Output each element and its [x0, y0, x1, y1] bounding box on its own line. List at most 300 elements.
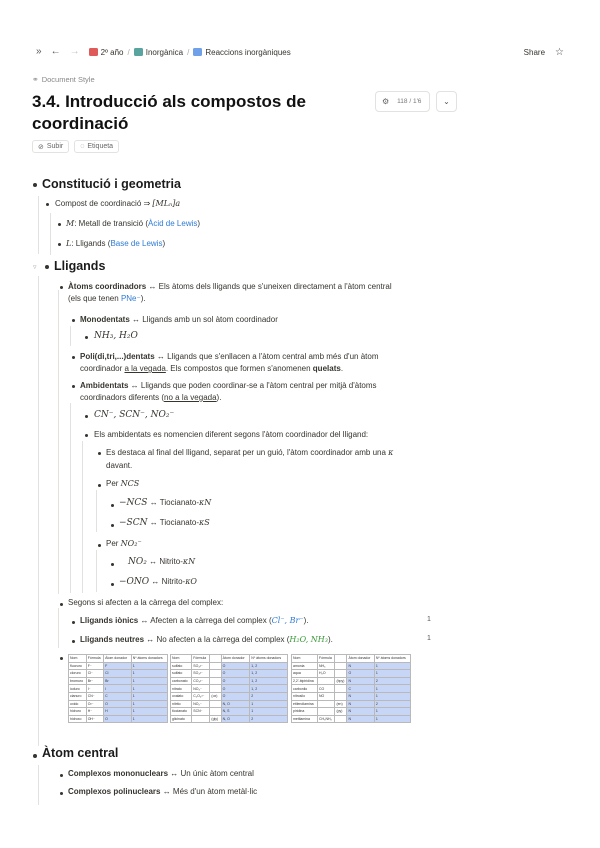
text: (els que tenen	[68, 294, 121, 303]
document-style-text: Document Style	[41, 75, 95, 84]
table-cell: metilamina	[292, 715, 318, 723]
math-formula[interactable]: NH₃, H₂O	[94, 331, 138, 341]
table-cell: (gly)	[210, 715, 221, 723]
list-item[interactable]	[80, 351, 378, 363]
underlined-text: no a la vegada	[164, 393, 217, 402]
text: ↔ Els àtoms dels lligands que s'uneixen directament a l'àtom central	[146, 282, 392, 291]
sidebar-toggle-icon[interactable]: »	[36, 46, 42, 57]
table-cell: 1	[131, 715, 167, 723]
math-formula: M	[66, 219, 75, 228]
table-cell: nitrato	[171, 685, 192, 693]
star-icon[interactable]: ☆	[555, 46, 564, 58]
text: : Metall de transició (	[74, 219, 149, 228]
text: ↔ Afecten a la càrrega del complex (	[138, 616, 272, 625]
table-cell: Àtom donador	[221, 655, 250, 663]
counter-value: 118 / 1'6	[397, 98, 422, 105]
table-cell: Nom	[292, 655, 318, 663]
back-arrow-icon[interactable]: ←	[50, 46, 61, 57]
comment-count[interactable]: 1	[427, 635, 431, 642]
table-cell: N	[347, 692, 374, 700]
breadcrumb-separator: /	[127, 47, 130, 57]
breadcrumb-item-reaccions[interactable]: Reaccions inorgàniques	[205, 47, 291, 57]
bullet	[111, 563, 114, 566]
flask-icon	[134, 48, 143, 56]
math-formula: κO	[185, 577, 197, 586]
table-cell: O	[347, 670, 374, 678]
text: ).	[216, 393, 222, 402]
list-item[interactable]	[128, 556, 195, 568]
tag-etiqueta[interactable]	[74, 140, 119, 153]
page-link[interactable]: PNe⁻	[120, 294, 141, 303]
table-cell: 2	[250, 692, 288, 700]
table-cell: 1	[131, 677, 167, 685]
table-cell: F⁻	[86, 662, 103, 670]
math-formula: NO₂	[128, 557, 147, 567]
breadcrumb	[89, 48, 291, 57]
page-tags	[32, 140, 124, 153]
bold-text: Ambidentats	[80, 381, 129, 390]
table-cell: 1	[374, 708, 410, 716]
table-cell: 1	[131, 685, 167, 693]
table-cell: glicinato	[171, 715, 192, 723]
heading-lligands[interactable]: Lligands	[54, 259, 106, 273]
tag-label: Subir	[46, 143, 64, 150]
breadcrumb-item-inorganica[interactable]: Inorgànica	[145, 47, 184, 57]
table-cell: I⁻	[86, 685, 103, 693]
table-cell: 2	[374, 700, 410, 708]
underlined-text: a la vegada	[124, 364, 166, 373]
table-cell: Fórmula	[86, 655, 103, 663]
table-row	[292, 662, 411, 670]
table-cell: Cl	[104, 670, 132, 678]
text: ).	[327, 635, 333, 644]
bold-text: Poli(di,tri,...)dentats	[80, 352, 155, 361]
list-item[interactable]	[106, 538, 142, 550]
text: )	[197, 219, 201, 228]
bullet	[98, 484, 101, 487]
table-cell: 1	[131, 670, 167, 678]
table-cell: Br	[104, 677, 132, 685]
comment-count[interactable]: 1	[427, 616, 431, 623]
table-cell: 2,2'-bipiridina	[292, 677, 318, 685]
table-row	[69, 692, 168, 700]
chevron-down-button[interactable]	[436, 91, 457, 112]
breadcrumb-separator: /	[187, 47, 190, 57]
table-cell: hidruro	[69, 708, 87, 716]
table-cell: sulfato	[171, 670, 192, 678]
math-formula: κ	[388, 448, 394, 457]
list-item-continued: davant.	[106, 461, 133, 470]
text: coordinadors diferents (	[80, 393, 165, 402]
table-row	[292, 670, 411, 678]
text: ↔ Lligands que s'enllacen a l'àtom central amb més d'un àtom	[154, 352, 379, 361]
table-cell	[192, 715, 210, 723]
table-cell: 2	[374, 677, 410, 685]
table-cell: NO₂⁻	[192, 700, 210, 708]
table-cell: N	[347, 662, 374, 670]
list-item[interactable]	[80, 615, 308, 627]
table-row	[171, 700, 288, 708]
table-cell: CN⁻	[86, 692, 103, 700]
table-cell: (bpy)	[335, 677, 347, 685]
text: coordinador	[80, 364, 125, 373]
table-cell: O	[221, 692, 250, 700]
bullet	[72, 385, 75, 388]
table-cell: Àtom donador	[104, 655, 132, 663]
table-cell	[335, 662, 347, 670]
table-cell	[210, 700, 221, 708]
table-cell: tiocianato	[171, 708, 192, 716]
table-cell: 1	[250, 708, 288, 716]
table-cell: 1	[131, 662, 167, 670]
list-item[interactable]	[80, 380, 377, 392]
table-row	[292, 700, 411, 708]
table-cell: 1	[374, 670, 410, 678]
table-row	[171, 662, 288, 670]
table-cell: 1	[131, 708, 167, 716]
table-row	[69, 715, 168, 723]
ligand-table-1[interactable]	[68, 654, 168, 723]
text: ↔ Nitrito-	[146, 557, 183, 566]
table-cell: amonia	[292, 662, 318, 670]
list-item[interactable]	[106, 478, 139, 490]
table-cell: Fórmula	[318, 655, 335, 663]
text: ↔ Lligands que poden coordinar-se a l'àtom central per mitjà d'àtoms	[128, 381, 377, 390]
math-formula: NCS	[120, 479, 140, 488]
text: Per	[106, 479, 121, 488]
table-header-row	[69, 655, 168, 663]
table-cell	[318, 677, 335, 685]
folder-blue-icon	[193, 48, 202, 56]
table-cell	[335, 715, 347, 723]
table-cell	[210, 662, 221, 670]
math-formula: κN	[182, 557, 196, 566]
text: ).	[140, 294, 146, 303]
text: ↔ Nitrito-	[149, 577, 186, 586]
table-cell: 1, 2	[250, 677, 288, 685]
table-cell: OH⁻	[86, 715, 103, 723]
table-cell: 1	[374, 692, 410, 700]
list-item[interactable]	[119, 517, 210, 529]
table-cell: CH₃NH₂	[318, 715, 335, 723]
bullet	[111, 524, 114, 527]
bullet	[33, 183, 37, 187]
outline-guide	[58, 290, 59, 594]
text: )	[162, 239, 166, 248]
table-cell: SO₄²⁻	[192, 670, 210, 678]
table-cell: O	[104, 715, 132, 723]
bold-text: Lligands iònics	[80, 616, 139, 625]
table-cell: cloruro	[69, 670, 87, 678]
table-row	[171, 715, 288, 723]
folder-red-icon	[89, 48, 98, 56]
outline-guide	[70, 326, 71, 346]
text: ↔ No afecten a la càrrega del complex (	[144, 635, 290, 644]
table-cell	[335, 685, 347, 693]
bullet	[85, 336, 88, 339]
table-cell: Br⁻	[86, 677, 103, 685]
table-row	[292, 685, 411, 693]
table-row	[69, 662, 168, 670]
list-item[interactable]: Els ambidentats es nomencien diferent segons l'àtom coordinador del lligand:	[94, 430, 369, 439]
ligand-table-3[interactable]	[291, 654, 411, 723]
table-cell	[335, 655, 347, 663]
table-cell: ioduro	[69, 685, 87, 693]
table-cell: 1, 2	[250, 662, 288, 670]
table-cell: N	[347, 708, 374, 716]
table-cell: Nº àtoms donadors	[131, 655, 167, 663]
table-row	[292, 677, 411, 685]
collapse-toggle-icon[interactable]: ▿	[33, 264, 37, 271]
table-cell: H₂O	[318, 670, 335, 678]
list-item[interactable]	[66, 238, 165, 250]
bullet	[111, 504, 114, 507]
table-cell: O²⁻	[86, 700, 103, 708]
table-header-row	[292, 655, 411, 663]
list-item[interactable]	[68, 768, 254, 780]
table-cell: O	[221, 662, 250, 670]
math-formula: −SCN	[119, 518, 148, 528]
table-cell: 1	[374, 685, 410, 693]
heading-atom-central[interactable]: Àtom central	[42, 746, 119, 760]
list-item[interactable]	[68, 281, 392, 293]
bold-text: Àtoms coordinadors	[68, 282, 147, 291]
page-link[interactable]: Base de Lewis	[110, 239, 163, 248]
bullet	[46, 203, 49, 206]
table-cell: oxido	[69, 700, 87, 708]
table-row	[69, 700, 168, 708]
table-cell	[210, 677, 221, 685]
table-cell: Fórmula	[192, 655, 210, 663]
table-cell: C₂O₄²⁻	[192, 692, 210, 700]
table-row	[171, 692, 288, 700]
table-cell	[210, 685, 221, 693]
table-cell: Nom	[171, 655, 192, 663]
list-item[interactable]	[119, 576, 197, 588]
text: .	[340, 364, 344, 373]
bullet	[72, 640, 75, 643]
table-cell: SCN⁻	[192, 708, 210, 716]
list-item[interactable]	[119, 497, 211, 509]
upload-icon: ⊘	[38, 143, 44, 151]
table-cell: NH₃	[318, 662, 335, 670]
text: Compost de coordinació ⇒	[55, 199, 153, 208]
table-cell: piridina	[292, 708, 318, 716]
bullet	[85, 434, 88, 437]
table-cell: SO₄²⁻	[192, 662, 210, 670]
table-cell: 1	[131, 692, 167, 700]
table-cell: N	[347, 715, 374, 723]
table-cell: oxalato	[171, 692, 192, 700]
bullet	[72, 356, 75, 359]
bullet	[60, 603, 63, 606]
text: ↔ Tiocianato-	[147, 518, 200, 527]
text: ↔ Tiocianato-	[147, 498, 200, 507]
bullet	[98, 452, 101, 455]
table-row	[69, 670, 168, 678]
bold-text: Complexos polinuclears	[68, 787, 161, 796]
bullet	[58, 223, 61, 226]
table-cell: O	[221, 685, 250, 693]
table-cell: N, O	[221, 715, 250, 723]
table-cell: Àtom donador	[347, 655, 374, 663]
table-cell: 2	[250, 715, 288, 723]
outline-guide	[50, 213, 51, 255]
table-cell: Nº àtoms donadors	[250, 655, 288, 663]
list-item-continued	[80, 363, 343, 375]
table-cell: N	[347, 700, 374, 708]
table-cell: sulfato	[171, 662, 192, 670]
table-cell: 1, 2	[250, 685, 288, 693]
link-icon: ⚭	[32, 75, 39, 84]
table-cell	[335, 692, 347, 700]
bullet	[33, 754, 37, 758]
bullet	[111, 583, 114, 586]
breadcrumb-item-year[interactable]: 2º año	[100, 47, 124, 57]
outline-guide	[96, 490, 97, 532]
bullet	[98, 544, 101, 547]
outline-guide	[58, 608, 59, 648]
bullet	[58, 243, 61, 246]
text: . Els compostos que formen s'anomenen	[165, 364, 313, 373]
table-cell: NO	[318, 692, 335, 700]
bullet	[60, 792, 63, 795]
outline-guide	[38, 276, 39, 746]
text: Per	[106, 539, 121, 548]
table-row	[171, 670, 288, 678]
table-cell	[318, 700, 335, 708]
table-cell: N	[347, 677, 374, 685]
table-cell: fluoruro	[69, 662, 87, 670]
text: ↔ Més d'un àtom metàl·lic	[160, 787, 258, 796]
text: : Lligands (	[71, 239, 111, 248]
tag-icon: ◌	[80, 143, 85, 150]
table-header-row	[171, 655, 288, 663]
table-cell: cianuro	[69, 692, 87, 700]
bullet	[60, 286, 63, 289]
text: ↔ Un únic àtom central	[168, 769, 254, 778]
table-cell: H⁻	[86, 708, 103, 716]
math-formula: H₂O, NH₃	[289, 635, 328, 644]
table-row	[69, 708, 168, 716]
bullet	[72, 319, 75, 322]
table-cell: N, O	[221, 700, 250, 708]
table-cell: hidroxo	[69, 715, 87, 723]
table-cell: O	[221, 670, 250, 678]
page-title[interactable]: 3.4. Introducció als compostos de coordinació	[32, 92, 306, 133]
table-cell: Nº àtoms donadors	[374, 655, 410, 663]
table-cell	[210, 670, 221, 678]
table-cell: carbonilo	[292, 685, 318, 693]
table-row	[69, 677, 168, 685]
math-formula: [MLₙ]a	[152, 199, 181, 208]
table-row	[292, 715, 411, 723]
table-cell: 1, 2	[250, 670, 288, 678]
table-cell: aqua	[292, 670, 318, 678]
table-row	[171, 708, 288, 716]
table-row	[171, 685, 288, 693]
table-cell: NO₃⁻	[192, 685, 210, 693]
outline-guide	[70, 403, 71, 593]
math-formula: κN	[199, 498, 212, 507]
math-formula[interactable]: CN⁻, SCN⁻, NO₂⁻	[94, 410, 175, 420]
outline-guide	[38, 196, 39, 254]
bullet	[85, 415, 88, 418]
tag-subir[interactable]	[32, 140, 69, 153]
math-formula: κS	[199, 518, 210, 527]
bold-text: Complexos mononuclears	[68, 769, 169, 778]
text: ).	[303, 616, 309, 625]
list-item-continued	[80, 392, 221, 404]
chevron-down-icon: ⌄	[443, 97, 450, 106]
table-cell	[335, 670, 347, 678]
text: ↔ Lligands amb un sol àtom coordinador	[129, 315, 278, 324]
table-cell: CO	[318, 685, 335, 693]
table-cell: carbonato	[171, 677, 192, 685]
list-item[interactable]	[80, 634, 333, 646]
table-row	[69, 685, 168, 693]
list-item[interactable]	[106, 447, 393, 459]
bullet	[45, 265, 49, 269]
table-cell	[210, 655, 221, 663]
table-cell: nitrito	[171, 700, 192, 708]
text: Es destaca al final del lligand, separat per un guió, l'àtom coordinador amb una	[106, 448, 389, 457]
page-link[interactable]: Àcid de Lewis	[148, 219, 198, 228]
math-formula: L	[66, 239, 72, 248]
table-cell: H	[104, 708, 132, 716]
document-style-label[interactable]	[32, 75, 95, 84]
list-item[interactable]: Segons si afecten a la càrrega del complex:	[68, 598, 224, 607]
table-cell: C	[104, 692, 132, 700]
comment-icon: ⚙	[382, 97, 390, 106]
ligand-table-2[interactable]	[170, 654, 288, 723]
math-formula: NO₂⁻	[120, 539, 142, 548]
table-cell: nitrosilo	[292, 692, 318, 700]
bold-text: quelats	[312, 364, 341, 373]
list-item[interactable]	[68, 786, 257, 798]
tag-label: Etiqueta	[87, 143, 114, 150]
comment-counter[interactable]	[375, 91, 430, 112]
table-cell: Cl⁻	[86, 670, 103, 678]
table-row	[292, 692, 411, 700]
share-button[interactable]: Share	[523, 47, 546, 57]
bullet	[60, 774, 63, 777]
list-item[interactable]	[66, 218, 200, 230]
table-cell: etilendiamina	[292, 700, 318, 708]
table-cell: C	[347, 685, 374, 693]
table-row	[292, 708, 411, 716]
forward-arrow-icon[interactable]: →	[69, 46, 80, 57]
outline-guide	[82, 441, 83, 593]
list-item[interactable]	[80, 314, 278, 326]
table-cell: (en)	[335, 700, 347, 708]
math-formula: Cl⁻, Br⁻	[271, 616, 304, 625]
table-cell: 1	[131, 700, 167, 708]
table-cell: (py)	[335, 708, 347, 716]
table-cell	[210, 708, 221, 716]
table-cell: 1	[374, 715, 410, 723]
top-bar	[36, 44, 564, 60]
table-cell: N, S	[221, 708, 250, 716]
heading-constitucio[interactable]: Constitució i geometria	[42, 177, 181, 191]
bold-text: Lligands neutres	[80, 635, 145, 644]
table-cell: O	[221, 677, 250, 685]
math-formula: −ONO	[119, 577, 150, 587]
table-cell: 1	[374, 662, 410, 670]
list-item[interactable]	[55, 198, 180, 210]
table-row	[171, 677, 288, 685]
outline-guide	[38, 765, 39, 805]
